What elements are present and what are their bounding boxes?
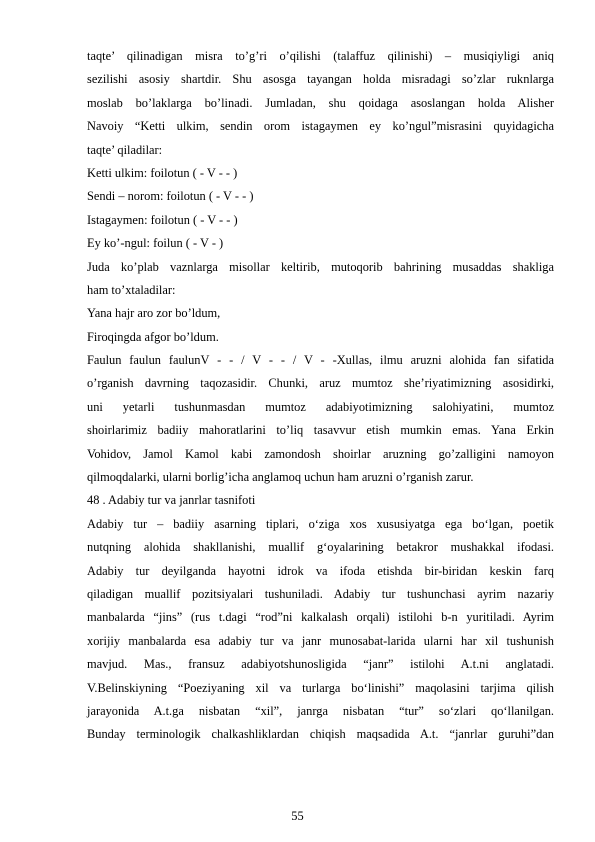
page-number: 55	[291, 809, 304, 823]
text-line: jarayonida A.t.ga nisbatan “xil”, janrga nisbatan “tur” so‘zlari qo‘llanilgan.	[87, 703, 554, 718]
text-line: Sendi – norom: foilotun ( - V - - )	[87, 189, 254, 204]
text-line: taqte’ qilinadigan misra to’g’ri o’qilishi (talaffuz qilinishi) – musiqiyligi aniq	[87, 49, 554, 63]
text-line: Bunday terminologik chalkashliklardan chiqish maqsadida A.t. “janrlar guruhi”dan	[87, 727, 554, 742]
text-line: qiladigan muallif pozitsiyalari tushuniladi. Adabiy tur tushunchasi ayrim nazariy	[87, 586, 554, 601]
text-line: mavjud. Mas., fransuz adabiyotshunosligida “janr” istilohi A.t.ni anglatadi.	[87, 657, 554, 672]
text-line: nutqning alohida shakllanishi, muallif g‘oyalarining betakror mushakkal ifodasi.	[87, 540, 554, 555]
text-line: manbalarda “jins” (rus t.dagi “rod”ni kalkalash orqali) istilohi b-n yuritiladi. Ayrim	[87, 610, 554, 625]
text-line: Adabiy tur – badiiy asarning tiplari, o‘ziga xos xususiyatga ega bo‘lgan, poetik	[87, 516, 554, 531]
text-line: o’rganish davrning taqozasidir. Chunki, aruz mumtoz she’riyatimizning asosidirki,	[87, 376, 554, 391]
text-line: sezilishi asosiy shartdir. Shu asosga tayangan holda misradagi so’zlar ruknlarga	[87, 72, 554, 87]
document-page	[87, 45, 554, 747]
text-line: Yana hajr aro zor bo’ldum,	[87, 306, 221, 321]
text-line: moslab bo’laklarga bo’linadi. Jumladan, shu qoidaga asoslangan holda Alisher	[87, 95, 554, 110]
body-text	[87, 45, 554, 747]
text-line: taqte’ qiladilar:	[87, 142, 163, 157]
text-line: Ketti ulkim: foilotun ( - V - - )	[87, 165, 238, 180]
text-line: Faulun faulun faulunV - - / V - - / V - -Xullas, ilmu aruzni alohida fan sifatida	[87, 353, 554, 368]
text-line: uni yetarli tushunmasdan mumtoz adabiyotimizning salohiyatini, mumtoz	[87, 399, 554, 414]
text-line: Ey ko’-ngul: foilun ( - V - )	[87, 236, 224, 251]
text-line: 48 . Adabiy tur va janrlar tasnifoti	[87, 493, 256, 508]
text-line: Firoqingda afgor bo’ldum.	[87, 329, 219, 344]
text-line: Adabiy tur deyilganda hayotni idrok va ifoda etishda bir-biridan keskin farq	[87, 563, 554, 578]
text-line: Navoiy “Ketti ulkim, sendin orom istagaymen ey ko’ngul”misrasini quyidagicha	[87, 119, 554, 134]
text-line: V.Belinskiyning “Poeziyaning xil va turlarga bo‘linishi” maqolasini tarjima qilish	[87, 680, 554, 695]
text-line: shoirlarimiz badiiy mahoratlarini to’liq tasavvur etish mumkin emas. Yana Erkin	[87, 423, 554, 438]
text-line: Vohidov, Jamol Kamol kabi zamondosh shoirlar aruzning go’zalligini namoyon	[87, 446, 554, 461]
text-line: Juda ko’plab vaznlarga misollar keltirib, mutoqorib bahrining musaddas shakliga	[87, 259, 554, 274]
text-line: ham to’xtaladilar:	[87, 282, 176, 297]
text-line: Istagaymen: foilotun ( - V - - )	[87, 212, 238, 227]
text-line: xorijiy manbalarda esa adabiy tur va janr munosabat-larida ularni har xil tushunish	[87, 633, 554, 648]
text-line: qilmoqdalarki, ularni borlig’icha anglamoq uchun ham aruzni o’rganish zarur.	[87, 470, 474, 485]
